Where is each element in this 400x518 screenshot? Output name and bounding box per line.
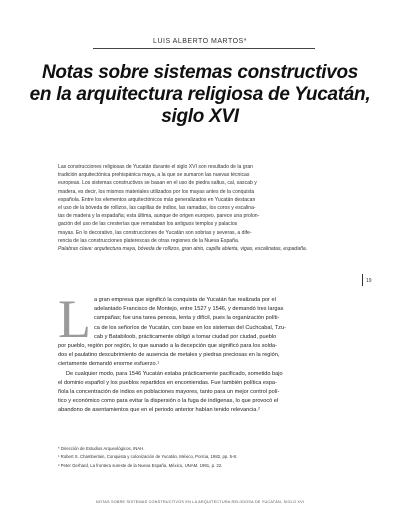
abstract-line: europeas. Los sistemas constructivos se basan en el uso de piedra saltus, cal, sascab y (58, 180, 257, 187)
article-title (20, 62, 380, 128)
body-line: ciertamente demandó enorme esfuerzo.¹ (58, 361, 160, 368)
abstract-line: madera, es decir, los mismos materiales utilizados por los mayas antes de la conquista (58, 188, 255, 195)
abstract-line: rencia de las construcciones platerescas de otras regiones de la Nueva España. (58, 237, 240, 244)
body-line: el dominio español y los pueblos repartidos en encomiendas. Fue también política espa- (58, 379, 277, 386)
title-line-3: siglo XVI (161, 106, 239, 127)
abstract (58, 163, 348, 253)
body-line: tico y económico como para evitar la dispersión o la fuga de indígenas, lo que provocó el (58, 398, 279, 405)
title-line-2: en la arquitectura religiosa de Yucatán, (29, 84, 371, 105)
body-line: adelantado Francisco de Montejo, entre 1527 y 1546, y demandó tres largas (94, 306, 284, 313)
running-footer: NOTAS SOBRE SISTEMAS CONSTRUCTIVOS EN LA ARQUITECTURA RELIGIOSA DE YUCATÁN, SIGLO XVI (95, 500, 305, 504)
footnotes (58, 445, 348, 470)
footnote: ¹ Robert S. Chamberlain, Conquista y colonización de Yucatán, México, Porrúa, 1982, pp. 5-8. (58, 454, 238, 460)
drop-cap: L (58, 289, 91, 349)
body-line: a gran empresa que significó la conquista de Yucatán fue realizada por el (94, 297, 276, 303)
abstract-line: española. Entre los elementos arquitectónicos más generalizados en Yucatán destacan (58, 196, 256, 203)
page-number: 19 (366, 278, 372, 284)
keywords: Palabras clave: arquitectura maya, bóveda de rollizos, gran atrio, capilla abierta, vigas, escalinatas, espadaña. (58, 246, 308, 253)
page-number-rule (362, 274, 363, 286)
abstract-line: el uso de la bóveda de rollizos, las capillas de indios, las ramadas, los coros y escalina- (58, 205, 256, 212)
footnote: ² Peter Gerhard, La frontera sureste de la Nueva España, México, UNAM, 1991, p. 22. (58, 462, 223, 468)
abstract-line: gación del uso de las cresterías que remataban los antiguos templos y palacios (58, 221, 238, 228)
title-line-1: Notas sobre sistemas constructivos (41, 62, 359, 83)
abstract-line: tradición arquitectónica prehispánica maya, a la que se sumaron las nuevas técnicas (58, 172, 250, 179)
body-line: campañas; fue una tarea penosa, lenta y difícil, pues la organización políti- (94, 315, 280, 322)
author-rule (93, 48, 315, 49)
abstract-line: mayas. En lo decorativo, las construcciones de Yucatán son sobrias y severas, a dife- (58, 229, 252, 236)
body-line: cab y Batabiloob, prácticamente obligó a tomar ciudad por ciudad, pueblo (94, 333, 277, 340)
body-line: abandono de asentamientos que en el periodo anterior habían tenido relevancia.² (58, 407, 260, 414)
body-line: dos el paulatino descubrimiento de ausencia de metales y piedras preciosas en la región, (58, 352, 280, 359)
body-text (58, 296, 348, 416)
author-name: LUIS ALBERTO MARTOS* (153, 38, 247, 45)
footnote: * Dirección de Estudios Arqueológicos, INAH. (58, 446, 145, 451)
abstract-line: Las construcciones religiosas de Yucatán durante el siglo XVI son resultado de la gran (58, 164, 254, 170)
abstract-line: tas de madera y la espadaña; esta última, aunque de origen europeo, parece una prolon- (58, 213, 260, 220)
body-line: De cualquier modo, para 1546 Yucatán estaba prácticamente pacificado, sometido bajo (66, 370, 283, 377)
body-line: ñola la concentración de indios en poblaciones mayores, tanto para un mejor control polí- (58, 389, 280, 396)
body-line: por pueblo, región por región, lo que aunado a la decepción que significó para los solda- (58, 343, 277, 350)
body-line: ca de los señoríos de Yucatán, con base en los sistemas del Cuchcabal, Tzu- (94, 324, 286, 331)
